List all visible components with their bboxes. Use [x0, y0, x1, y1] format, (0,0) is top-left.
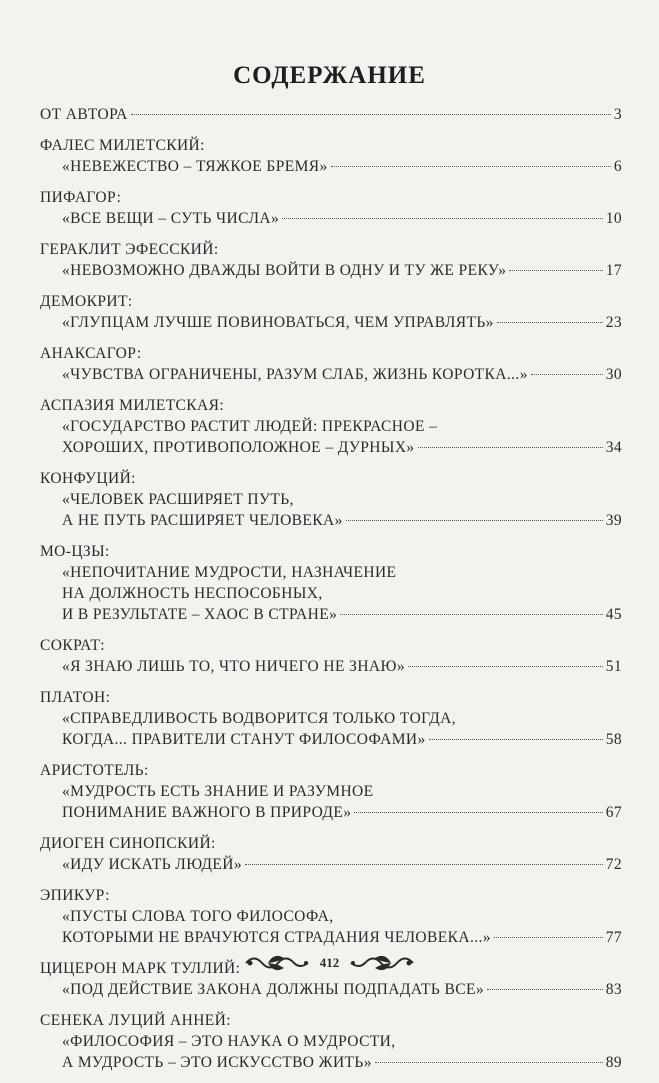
toc-entry: [40, 687, 622, 750]
toc-quote-line: [40, 156, 622, 177]
toc-quote-line: [40, 1031, 622, 1052]
toc-quote-text: НА ДОЛЖНОСТЬ НЕСПОСОБНЫХ,: [62, 585, 323, 602]
toc-entry: [40, 343, 622, 385]
toc-heading-row: [40, 135, 622, 156]
toc-page-number: 72: [605, 856, 622, 873]
toc-quote-line: [40, 729, 622, 750]
toc-quote-line: [40, 906, 622, 927]
toc-quote-line: [40, 604, 622, 625]
toc-heading-row: [40, 1010, 622, 1031]
toc-quote-line: [40, 656, 622, 677]
toc-heading: ПЛАТОН:: [40, 689, 111, 706]
toc-page-number: 23: [605, 314, 622, 331]
toc-quote-text: «Я ЗНАЮ ЛИШЬ ТО, ЧТО НИЧЕГО НЕ ЗНАЮ»: [62, 658, 405, 675]
toc-quote-line: [40, 1052, 622, 1073]
dot-leader: [418, 447, 603, 448]
toc-quote-line: [40, 781, 622, 802]
dot-leader: [331, 166, 611, 167]
toc-heading: СЕНЕКА ЛУЦИЙ АННЕЙ:: [40, 1012, 231, 1029]
dot-leader: [487, 989, 603, 990]
dot-leader: [509, 270, 602, 271]
toc-entry: [40, 760, 622, 823]
toc-heading-row: [40, 635, 622, 656]
toc-quote-text: «ПУСТЫ СЛОВА ТОГО ФИЛОСОФА,: [62, 908, 334, 925]
toc-quote-line: [40, 510, 622, 531]
toc-heading: ГЕРАКЛИТ ЭФЕССКИЙ:: [40, 241, 219, 258]
toc-quote-text: «ВСЕ ВЕЩИ – СУТЬ ЧИСЛА»: [62, 210, 280, 227]
toc-quote-line: [40, 489, 622, 510]
toc-quote-text: «ИДУ ИСКАТЬ ЛЮДЕЙ»: [62, 856, 242, 873]
toc-quote-line: [40, 854, 622, 875]
toc-heading: МО-ЦЗЫ:: [40, 543, 110, 560]
toc-heading: АСПАЗИЯ МИЛЕТСКАЯ:: [40, 397, 225, 414]
toc-quote-text: И В РЕЗУЛЬТАТЕ – ХАОС В СТРАНЕ»: [62, 606, 338, 623]
toc-quote-line: [40, 927, 622, 948]
toc-page-number: 45: [605, 606, 622, 623]
toc-quote-line: [40, 260, 622, 281]
toc-quote-text: «ГЛУПЦАМ ЛУЧШЕ ПОВИНОВАТЬСЯ, ЧЕМ УПРАВЛЯТЬ»: [62, 314, 494, 331]
toc-heading: АНАКСАГОР:: [40, 345, 142, 362]
toc-heading-row: [40, 468, 622, 489]
toc-heading-row: [40, 104, 622, 125]
dot-leader: [354, 812, 602, 813]
dot-leader: [531, 374, 603, 375]
toc-heading: ДИОГЕН СИНОПСКИЙ:: [40, 835, 216, 852]
toc-heading-row: [40, 541, 622, 562]
toc-entry: [40, 135, 622, 177]
toc-quote-text: «ПОД ДЕЙСТВИЕ ЗАКОНА ДОЛЖНЫ ПОДПАДАТЬ ВСЕ»: [62, 981, 484, 998]
dot-leader: [131, 114, 611, 115]
page-title: СОДЕРЖАНИЕ: [233, 62, 426, 89]
toc-quote-text: «ЧУВСТВА ОГРАНИЧЕНЫ, РАЗУМ СЛАБ, ЖИЗНЬ КОРОТКА...»: [62, 366, 528, 383]
toc-page-number: 10: [605, 210, 622, 227]
toc-quote-line: [40, 708, 622, 729]
toc-heading-row: [40, 291, 622, 312]
toc-entry: [40, 468, 622, 531]
toc-quote-line: [40, 802, 622, 823]
toc-heading-row: [40, 885, 622, 906]
toc-page-number: 17: [605, 262, 622, 279]
toc-quote-text: «НЕПОЧИТАНИЕ МУДРОСТИ, НАЗНАЧЕНИЕ: [62, 564, 397, 581]
toc-quote-line: [40, 208, 622, 229]
toc-quote-text: А МУДРОСТЬ – ЭТО ИСКУССТВО ЖИТЬ»: [62, 1054, 372, 1071]
dot-leader: [245, 864, 603, 865]
toc-quote-line: [40, 583, 622, 604]
toc-quote-text: КОТОРЫМИ НЕ ВРАЧУЮТСЯ СТРАДАНИЯ ЧЕЛОВЕКА...»: [62, 929, 491, 946]
toc-page-number: 58: [605, 731, 622, 748]
ornament-left-icon: [244, 950, 312, 976]
toc-heading-row: [40, 395, 622, 416]
toc-page-number: 83: [605, 981, 622, 998]
toc-entry: [40, 541, 622, 625]
dot-leader: [346, 520, 603, 521]
toc-quote-text: «НЕВОЗМОЖНО ДВАЖДЫ ВОЙТИ В ОДНУ И ТУ ЖЕ РЕКУ»: [62, 262, 507, 279]
toc-quote-text: «МУДРОСТЬ ЕСТЬ ЗНАНИЕ И РАЗУМНОЕ: [62, 783, 374, 800]
toc-page-number: 6: [613, 158, 622, 175]
toc-quote-text: «ГОСУДАРСТВО РАСТИТ ЛЮДЕЙ: ПРЕКРАСНОЕ –: [62, 418, 438, 435]
toc-page-number: 39: [605, 512, 622, 529]
toc-entry: [40, 187, 622, 229]
dot-leader: [494, 937, 603, 938]
toc-heading: КОНФУЦИЙ:: [40, 470, 136, 487]
toc-entry: [40, 635, 622, 677]
toc-heading: СОКРАТ:: [40, 637, 105, 654]
table-of-contents: [40, 104, 622, 1083]
toc-quote-text: А НЕ ПУТЬ РАСШИРЯЕТ ЧЕЛОВЕКА»: [62, 512, 343, 529]
toc-heading: ФАЛЕС МИЛЕТСКИЙ:: [40, 137, 205, 154]
toc-quote-line: [40, 979, 622, 1000]
page-number: 412: [319, 955, 340, 970]
toc-heading: ЦИЦЕРОН МАРК ТУЛЛИЙ:: [40, 960, 241, 977]
page-footer: [0, 950, 659, 976]
toc-quote-text: «НЕВЕЖЕСТВО – ТЯЖКОЕ БРЕМЯ»: [62, 158, 328, 175]
toc-quote-text: КОГДА... ПРАВИТЕЛИ СТАНУТ ФИЛОСОФАМИ»: [62, 731, 426, 748]
toc-heading: ЭПИКУР:: [40, 887, 110, 904]
toc-quote-line: [40, 562, 622, 583]
toc-heading: ОТ АВТОРА: [40, 106, 128, 123]
ornament-right-icon: [347, 950, 415, 976]
toc-entry: [40, 239, 622, 281]
toc-quote-text: «СПРАВЕДЛИВОСТЬ ВОДВОРИТСЯ ТОЛЬКО ТОГДА,: [62, 710, 457, 727]
toc-page-number: 67: [605, 804, 622, 821]
dot-leader: [408, 666, 603, 667]
toc-entry: [40, 885, 622, 948]
toc-quote-text: ХОРОШИХ, ПРОТИВОПОЛОЖНОЕ – ДУРНЫХ»: [62, 439, 415, 456]
dot-leader: [497, 322, 603, 323]
toc-heading: АРИСТОТЕЛЬ:: [40, 762, 149, 779]
toc-heading-row: [40, 343, 622, 364]
toc-heading: ПИФАГОР:: [40, 189, 122, 206]
dot-leader: [429, 739, 603, 740]
toc-entry: [40, 1010, 622, 1073]
toc-entry: [40, 395, 622, 458]
toc-page-number: 34: [605, 439, 622, 456]
toc-quote-line: [40, 416, 622, 437]
toc-page-number: 51: [605, 658, 622, 675]
toc-quote-text: «ЧЕЛОВЕК РАСШИРЯЕТ ПУТЬ,: [62, 491, 294, 508]
toc-quote-text: ПОНИМАНИЕ ВАЖНОГО В ПРИРОДЕ»: [62, 804, 352, 821]
toc-entry: [40, 833, 622, 875]
toc-heading: ДЕМОКРИТ:: [40, 293, 133, 310]
toc-entry: [40, 104, 622, 125]
toc-heading-row: [40, 239, 622, 260]
toc-page-number: 89: [605, 1054, 622, 1071]
dot-leader: [282, 218, 603, 219]
toc-heading-row: [40, 687, 622, 708]
toc-heading-row: [40, 833, 622, 854]
toc-quote-line: [40, 312, 622, 333]
dot-leader: [375, 1062, 603, 1063]
dot-leader: [340, 614, 602, 615]
toc-heading-row: [40, 760, 622, 781]
toc-heading-row: [40, 187, 622, 208]
toc-quote-line: [40, 364, 622, 385]
toc-page-number: 77: [605, 929, 622, 946]
toc-page-number: 3: [613, 106, 622, 123]
toc-quote-text: «ФИЛОСОФИЯ – ЭТО НАУКА О МУДРОСТИ,: [62, 1033, 396, 1050]
toc-page-number: 30: [605, 366, 622, 383]
toc-quote-line: [40, 437, 622, 458]
toc-entry: [40, 291, 622, 333]
